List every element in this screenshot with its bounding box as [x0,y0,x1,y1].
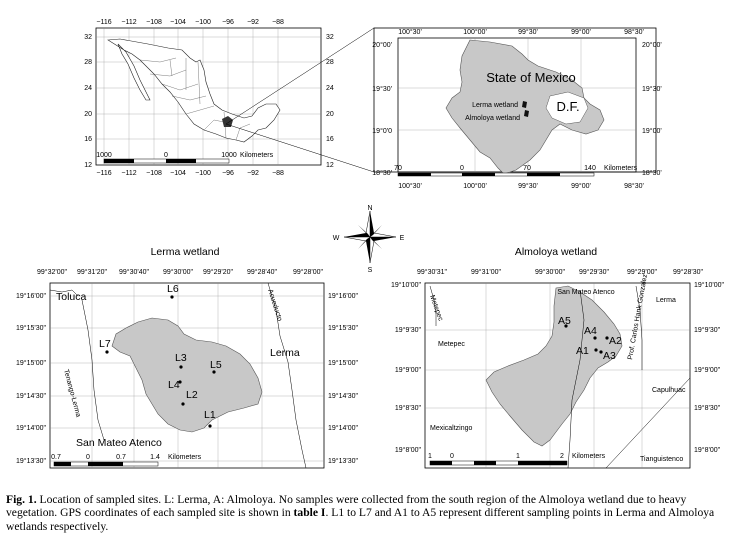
lerma-site-l4-label: L4 [168,379,180,391]
state-lon-tick-bottom: 99°30' [518,183,538,190]
caption-table-ref: table I [293,506,326,520]
almoloya-lon-tick: 99°30'31" [417,269,447,276]
lerma-lat-tick-right: 19°15'30" [328,325,358,332]
lat-tick-left: 28 [84,59,92,66]
lon-tick-bottom: −88 [272,170,284,177]
lerma-site-l2-label: L2 [186,389,198,401]
compass-rose [344,211,396,263]
lerma-scale-bar [54,462,158,466]
compass-s: S [367,267,373,274]
state-lon-tick-top: 100°00' [463,29,487,36]
caption-text-b: . L1 to L7 and A1 to A5 represent different sampling points in Lerma and Almoloya wetlands respectively. [6,506,715,533]
lon-tick-bottom: −108 [146,170,162,177]
almoloya-lon-tick: 99°29'00" [627,269,657,276]
state-lat-tick-right: 18°30' [642,170,662,177]
lat-tick-right: 28 [326,59,334,66]
almoloya-lon-tick: 99°29'30" [579,269,609,276]
almoloya-site-a3-label: A3 [603,350,616,362]
lerma-lon-tick: 99°28'40" [247,269,277,276]
metepec-road-label: Metepec [428,294,444,322]
lerma-lat-tick-left: 19°15'30" [16,325,46,332]
almoloya-wetland-shape [486,286,622,446]
lon-tick-top: −96 [222,19,234,26]
state-lon-tick-top: 98°30' [624,29,644,36]
lerma-wetland-label: Lerma wetland [472,102,518,109]
state-scale-label: Kilometers [604,165,638,172]
state-scale-label: 140 [584,165,596,172]
almoloya-site-a1-label: A1 [576,345,589,357]
almoloya-lat-tick-left: 19°9'30" [394,327,421,334]
lon-tick-bottom: −96 [222,170,234,177]
capulhuac-label: Capulhuac [652,387,686,394]
san-mateo-atenco-label: San Mateo Atenco [76,437,162,449]
lon-tick-bottom: −112 [121,170,137,177]
lerma-lat-tick-right: 19°14'00" [328,425,358,432]
lerma-lon-tick: 99°29'20" [203,269,233,276]
almoloya-lat-tick-right: 19°9'00" [694,367,721,374]
compass-w: W [332,235,340,242]
lerma-site-l6-dot [170,295,173,298]
state-lat-tick-left: 20°00' [372,42,392,49]
lerma-scale-label: 1.4 [150,454,160,461]
state-lon-tick-bottom: 98°30' [624,183,644,190]
almoloya-lat-tick-right: 19°9'30" [694,327,721,334]
lon-tick-bottom: −116 [96,170,112,177]
almoloya-lat-tick-left: 19°9'00" [394,367,421,374]
state-scale-bar [398,173,594,176]
mexico-scale-bar [104,159,229,163]
lon-tick-bottom: −100 [195,170,211,177]
lerma-map-title: Lerma wetland [150,246,220,258]
figure-caption [6,493,738,533]
lerma-lat-tick-right: 19°14'30" [328,393,358,400]
lon-tick-top: −104 [170,19,186,26]
lat-tick-right: 16 [326,136,334,143]
almoloya-lon-tick: 99°31'00" [471,269,501,276]
acueducto-label: Acueducto [266,288,283,323]
mexico-map [96,28,374,172]
lerma-lon-tick: 99°30'00" [163,269,193,276]
lerma-site-l7-label: L7 [99,338,111,350]
mexicaltzingo-label: Mexicaltzingo [430,425,473,432]
lat-tick-left: 32 [84,34,92,41]
state-scale-label: 70 [394,165,402,172]
lat-tick-right: 24 [326,85,334,92]
almoloya-map-title: Almoloya wetland [514,246,598,258]
lerma-site-l3-label: L3 [175,352,187,364]
almoloya-scale-label: 2 [560,453,564,460]
compass-e: E [399,235,405,242]
caption-text-a: Location of sampled sites. L: Lerma, A: Almoloya. No samples were collected from the south region of the Almoloya wetland due to heavy vegetation. GPS coordinates of each sampled site is shown in [6,493,687,520]
lon-tick-bottom: −104 [170,170,186,177]
almoloya-lon-tick: 99°28'30" [673,269,703,276]
almoloya-lat-tick-right: 19°10'00" [694,282,724,289]
state-lon-tick-top: 99°30' [518,29,538,36]
state-scale-label: 70 [523,165,531,172]
toluca-label: Toluca [56,291,87,303]
almoloya-lon-tick: 99°30'00" [535,269,565,276]
almoloya-scale-label: 1 [428,453,432,460]
lon-tick-bottom: −92 [247,170,259,177]
caption-label: Fig. 1. [6,493,37,506]
almoloya-lat-tick-left: 19°8'30" [394,405,421,412]
mexico-scale-label: 1000 [221,152,237,159]
tenango-lerma-road [82,300,104,440]
lon-tick-top: −100 [195,19,211,26]
compass-n: N [367,205,373,212]
almoloya-site-a2-label: A2 [609,335,622,347]
almoloya-lat-tick-right: 19°8'30" [694,405,721,412]
lerma-site-l6-label: L6 [167,283,179,295]
lerma-wetland-shape [112,318,262,432]
state-lat-tick-left: 18°30' [372,170,392,177]
almoloya-wetland-label: Almoloya wetland [465,115,520,122]
almoloya-lat-tick-left: 19°8'00" [394,447,421,454]
lerma-scale-label: 0 [86,454,90,461]
mexico-scale-label: Kilometers [240,152,274,159]
almoloya-site-a4-label: A4 [584,325,597,337]
state-lon-tick-bottom: 99°00' [571,183,591,190]
lat-tick-left: 12 [84,162,92,169]
hank-road-label: Prof. Carlos Hank Gonzalez [627,273,650,361]
mexico-scale-label: 0 [164,152,168,159]
tianguistenco-label: Tianguistenco [640,456,684,463]
lon-tick-top: −108 [146,19,162,26]
df-label: D.F. [556,99,580,114]
lerma-site-l1-dot [208,424,211,427]
lon-tick-top: −92 [247,19,259,26]
lerma-site-l5-label: L5 [210,359,222,371]
almoloya-scale-label: Kilometers [572,453,606,460]
lerma-scale-label: 0.7 [116,454,126,461]
almoloya-site-a5-label: A5 [558,315,571,327]
lerma-lat-tick-right: 19°16'00" [328,293,358,300]
almoloya-site-a1-dot [594,348,597,351]
lerma-scale-label: 0.7 [51,454,61,461]
lon-tick-top: −112 [121,19,137,26]
lerma-lat-tick-left: 19°13'30" [16,458,46,465]
lerma-scale-label: Kilometers [168,454,202,461]
lerma-site-l1-label: L1 [204,409,216,421]
state-of-mexico-label: State of Mexico [486,70,576,85]
almoloya-map [425,283,690,468]
lat-tick-left: 16 [84,136,92,143]
almoloya-lat-tick-right: 19°8'00" [694,447,721,454]
lerma-lat-tick-left: 19°14'30" [16,393,46,400]
lerma-lat-tick-left: 19°14'00" [16,425,46,432]
lerma-lon-tick: 99°32'00" [37,269,67,276]
lat-tick-left: 24 [84,85,92,92]
mexico-scale-label: 1000 [96,152,112,159]
state-lat-tick-left: 19°0'0 [372,128,392,135]
almoloya-scale-bar [430,461,567,465]
lat-tick-right: 32 [326,34,334,41]
lerma-lat-tick-left: 19°15'00" [16,360,46,367]
lerma-lon-tick: 99°30'40" [119,269,149,276]
lerma-lon-tick: 99°28'00" [293,269,323,276]
mexico-outline [108,39,280,142]
lerma-lat-tick-right: 19°13'30" [328,458,358,465]
lat-tick-right: 12 [326,162,334,169]
tenango-lerma-label: Tenango-Lerma [62,368,82,418]
state-lon-tick-bottom: 100°30' [398,183,422,190]
lerma-lat-tick-right: 19°15'00" [328,360,358,367]
state-lat-tick-right: 20°00' [642,42,662,49]
lerma-lon-tick: 99°31'20" [77,269,107,276]
lerma-site-l7-dot [105,350,108,353]
lon-tick-top: −88 [272,19,284,26]
almoloya-atenco-label: San Mateo Atenco [557,289,615,296]
state-lon-tick-top: 100°30' [398,29,422,36]
lerma-site-l2-dot [181,402,184,405]
lat-tick-right: 20 [326,111,334,118]
state-lat-tick-right: 19°30' [642,86,662,93]
lon-tick-top: −116 [96,19,112,26]
almoloya-lerma-label: Lerma [656,297,676,304]
state-lon-tick-bottom: 100°00' [463,183,487,190]
lerma-lat-tick-left: 19°16'00" [16,293,46,300]
metepec-label: Metepec [438,341,465,348]
lerma-place-label: Lerma [270,347,300,359]
state-scale-label: 0 [460,165,464,172]
almoloya-scale-label: 1 [516,453,520,460]
state-lon-tick-top: 99°00' [571,29,591,36]
almoloya-scale-label: 0 [450,453,454,460]
lat-tick-left: 20 [84,111,92,118]
lerma-site-l3-dot [179,365,182,368]
almoloya-lat-tick-left: 19°10'00" [391,282,421,289]
state-lat-tick-left: 19°30' [372,86,392,93]
state-lat-tick-right: 19°00' [642,128,662,135]
